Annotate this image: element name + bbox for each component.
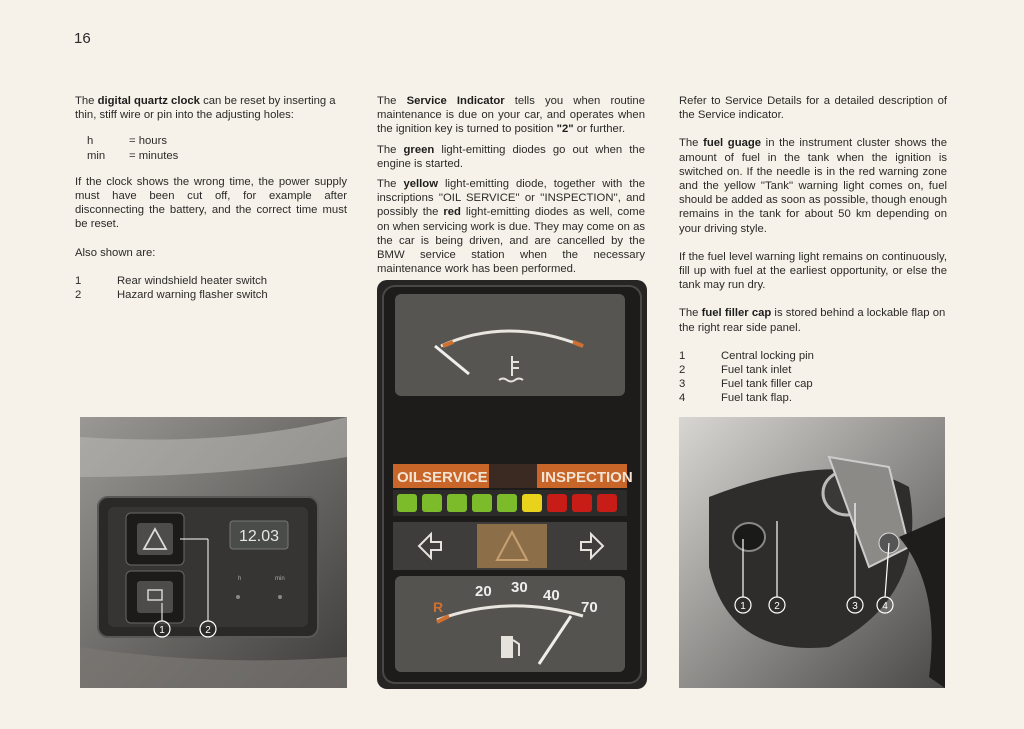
- page-number: 16: [74, 30, 91, 47]
- green-led: [447, 494, 467, 512]
- fuel-tick-r: R: [433, 599, 444, 615]
- service-paragraph-3: The yellow light-emitting diode, together with the inscriptions ''OIL SERVICE'' or ''INSPECTION'', and possibly the red light-emitting diodes as well, come on when servicing work is due. They may come on as the car is being driven, and are cancelled by the BMW service station when the necessary maintenance work has been performed.: [377, 178, 646, 276]
- service-paragraph-2: The green light-emitting diodes go out when the engine is started.: [377, 143, 645, 170]
- callout-3: 3: [852, 601, 858, 612]
- green-led: [422, 494, 442, 512]
- callout-1: 1: [740, 601, 746, 612]
- green-led: [397, 494, 417, 512]
- fuel-filler-photo: [679, 417, 945, 688]
- yellow-led: [522, 494, 542, 512]
- oilservice-label: OILSERVICE: [397, 469, 488, 486]
- callout-4: 4: [882, 601, 888, 612]
- green-led: [472, 494, 492, 512]
- list-item: 2 Hazard warning flasher switch: [75, 289, 268, 302]
- fuel-gauge-paragraph: The fuel guage in the instrument cluster shows the amount of fuel in the tank when the ignition is switched on. If the needle is in the red warning zone and the yellow ''Tank'' warning light comes on, fuel should be added as soon as possible, though enough remains in the tank for about 50 km depending on your driving style.: [679, 137, 947, 235]
- green-led: [497, 494, 517, 512]
- column-service: [377, 94, 645, 282]
- legend-row: h = hours: [87, 135, 167, 148]
- warning-paragraph: If the fuel level warning light remains on continuously, fill up with fuel at the earliest opportunity, or else the tank may run dry.: [679, 250, 947, 292]
- clock-term: digital quartz clock: [97, 95, 200, 107]
- list-item: 3 Fuel tank filler cap: [679, 378, 813, 391]
- refer-paragraph: Refer to Service Details for a detailed description of the Service indicator.: [679, 95, 947, 122]
- service-paragraph-1: The Service Indicator tells you when routine maintenance is due on your car, and operates when the ignition key is turned to position "2" or further.: [377, 95, 645, 136]
- filler-cap-paragraph: The fuel filler cap is stored behind a lockable flap on the right rear side panel.: [679, 307, 946, 334]
- list-item: 1 Rear windshield heater switch: [75, 274, 268, 287]
- list-item: 2 Fuel tank inlet: [679, 364, 792, 377]
- callout-1: 1: [159, 625, 165, 636]
- red-led: [597, 494, 617, 512]
- red-led: [572, 494, 592, 512]
- column-clock: [75, 94, 347, 302]
- clock-display: 12.03: [238, 528, 280, 545]
- clock-switch-photo: [80, 417, 347, 688]
- power-paragraph: If the clock shows the wrong time, the power supply must have been cut off, for example after disconnecting the battery, and the correct time must be reset.: [75, 175, 347, 231]
- list-item: 4 Fuel tank flap.: [679, 392, 792, 405]
- instrument-cluster-photo: [377, 280, 647, 689]
- fuel-tick-30: 30: [511, 579, 528, 596]
- clock-label-min: min: [275, 576, 285, 582]
- clock-paragraph: The digital quartz clock can be reset by inserting a thin, stiff wire or pin into the adjusting holes:: [75, 95, 336, 122]
- legend-row: min = minutes: [87, 149, 179, 162]
- red-led: [547, 494, 567, 512]
- fuel-tick-40: 40: [543, 587, 560, 604]
- callout-2: 2: [205, 625, 211, 636]
- fuel-tick-70: 70: [581, 599, 598, 616]
- list-item: 1 Central locking pin: [679, 349, 814, 362]
- fuel-tick-20: 20: [475, 583, 492, 600]
- callout-2: 2: [774, 601, 780, 612]
- clock-label-h: h: [238, 576, 242, 582]
- inspection-label: INSPECTION: [541, 469, 633, 486]
- also-shown: Also shown are:: [75, 246, 156, 259]
- column-fuel: [679, 94, 947, 406]
